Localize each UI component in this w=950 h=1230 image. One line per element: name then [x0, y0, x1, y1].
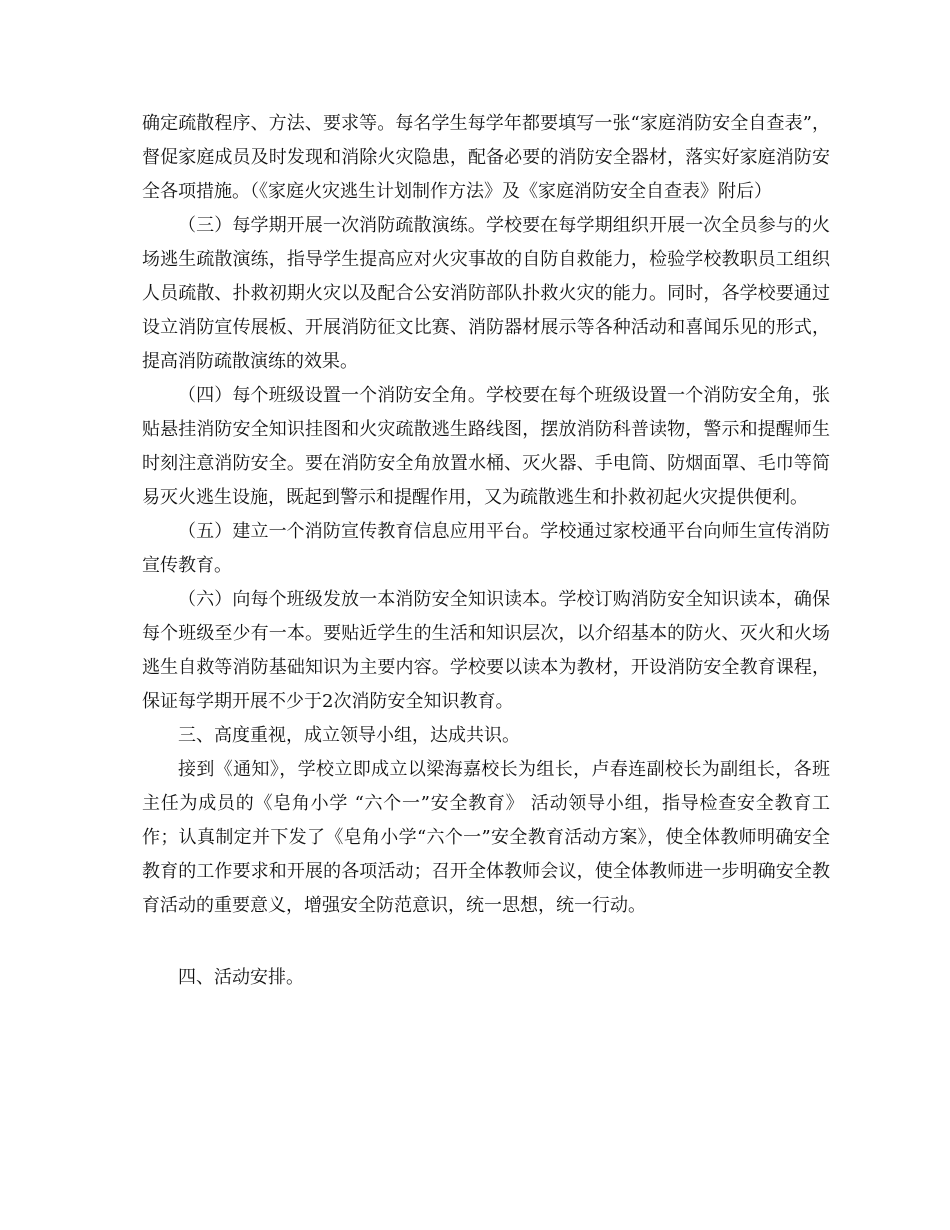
paragraph-info-platform: （五）建立一个消防宣传教育信息应用平台。学校通过家校通平台向师生宣传消防宣传教育。	[142, 521, 830, 576]
paragraph-safety-reader: （六）向每个班级发放一本消防安全知识读本。学校订购消防安全知识读本，确保每个班级至少有一本。要贴近学生的生活和知识层次，以介绍基本的防火、灭火和火场逃生自救等消防基础知识为主要内容。学校要以读本为教材，开设消防安全教育课程，保证每学期开展不少于2次消防安全知识教育。	[142, 589, 830, 712]
paragraph-continuation: 确定疏散程序、方法、要求等。每名学生每学年都要填写一张“家庭消防安全自查表”，督促家庭成员及时发现和消除火灾隐患，配备必要的消防安全器材，落实好家庭消防安全各项措施。（《家庭火灾逃生计划制作方法》及《家庭消防安全自查表》附后）	[142, 113, 830, 202]
paragraph-leadership-group: 接到《通知》，学校立即成立以梁海嘉校长为组长，卢春连副校长为副组长，各班主任为成员的《皂角小学 “六个一”安全教育》 活动领导小组，指导检查安全教育工作；认真制定并下发了《皂角小学“六个一”安全教育活动方案》，使全体教师明确安全教育的工作要求和开展的各项活动；召开全体教师会议，使全体教师进一步明确安全教育活动的重要意义，增强安全防范意识，统一思想，统一行动。	[142, 759, 830, 916]
paragraph-safety-corner: （四）每个班级设置一个消防安全角。学校要在每个班级设置一个消防安全角，张贴悬挂消防安全知识挂图和火灾疏散逃生路线图，摆放消防科普读物，警示和提醒师生时刻注意消防安全。要在消防安全角放置水桶、灭火器、手电筒、防烟面罩、毛巾等简易灭火逃生设施，既起到警示和提醒作用，又为疏散逃生和扑救初起火灾提供便利。	[142, 385, 830, 508]
heading-section-three: 三、高度重视，成立领导小组，达成共识。	[178, 725, 520, 746]
document-body	[142, 107, 830, 995]
heading-section-four: 四、活动安排。	[178, 967, 304, 988]
paragraph-fire-drill: （三）每学期开展一次消防疏散演练。学校要在每学期组织开展一次全员参与的火场逃生疏散演练，指导学生提高应对火灾事故的自防自救能力，检验学校教职员工组织人员疏散、扑救初期火灾以及配合公安消防部队扑救火灾的能力。同时，各学校要通过设立消防宣传展板、开展消防征文比赛、消防器材展示等各种活动和喜闻乐见的形式，提高消防疏散演练的效果。	[142, 215, 830, 372]
